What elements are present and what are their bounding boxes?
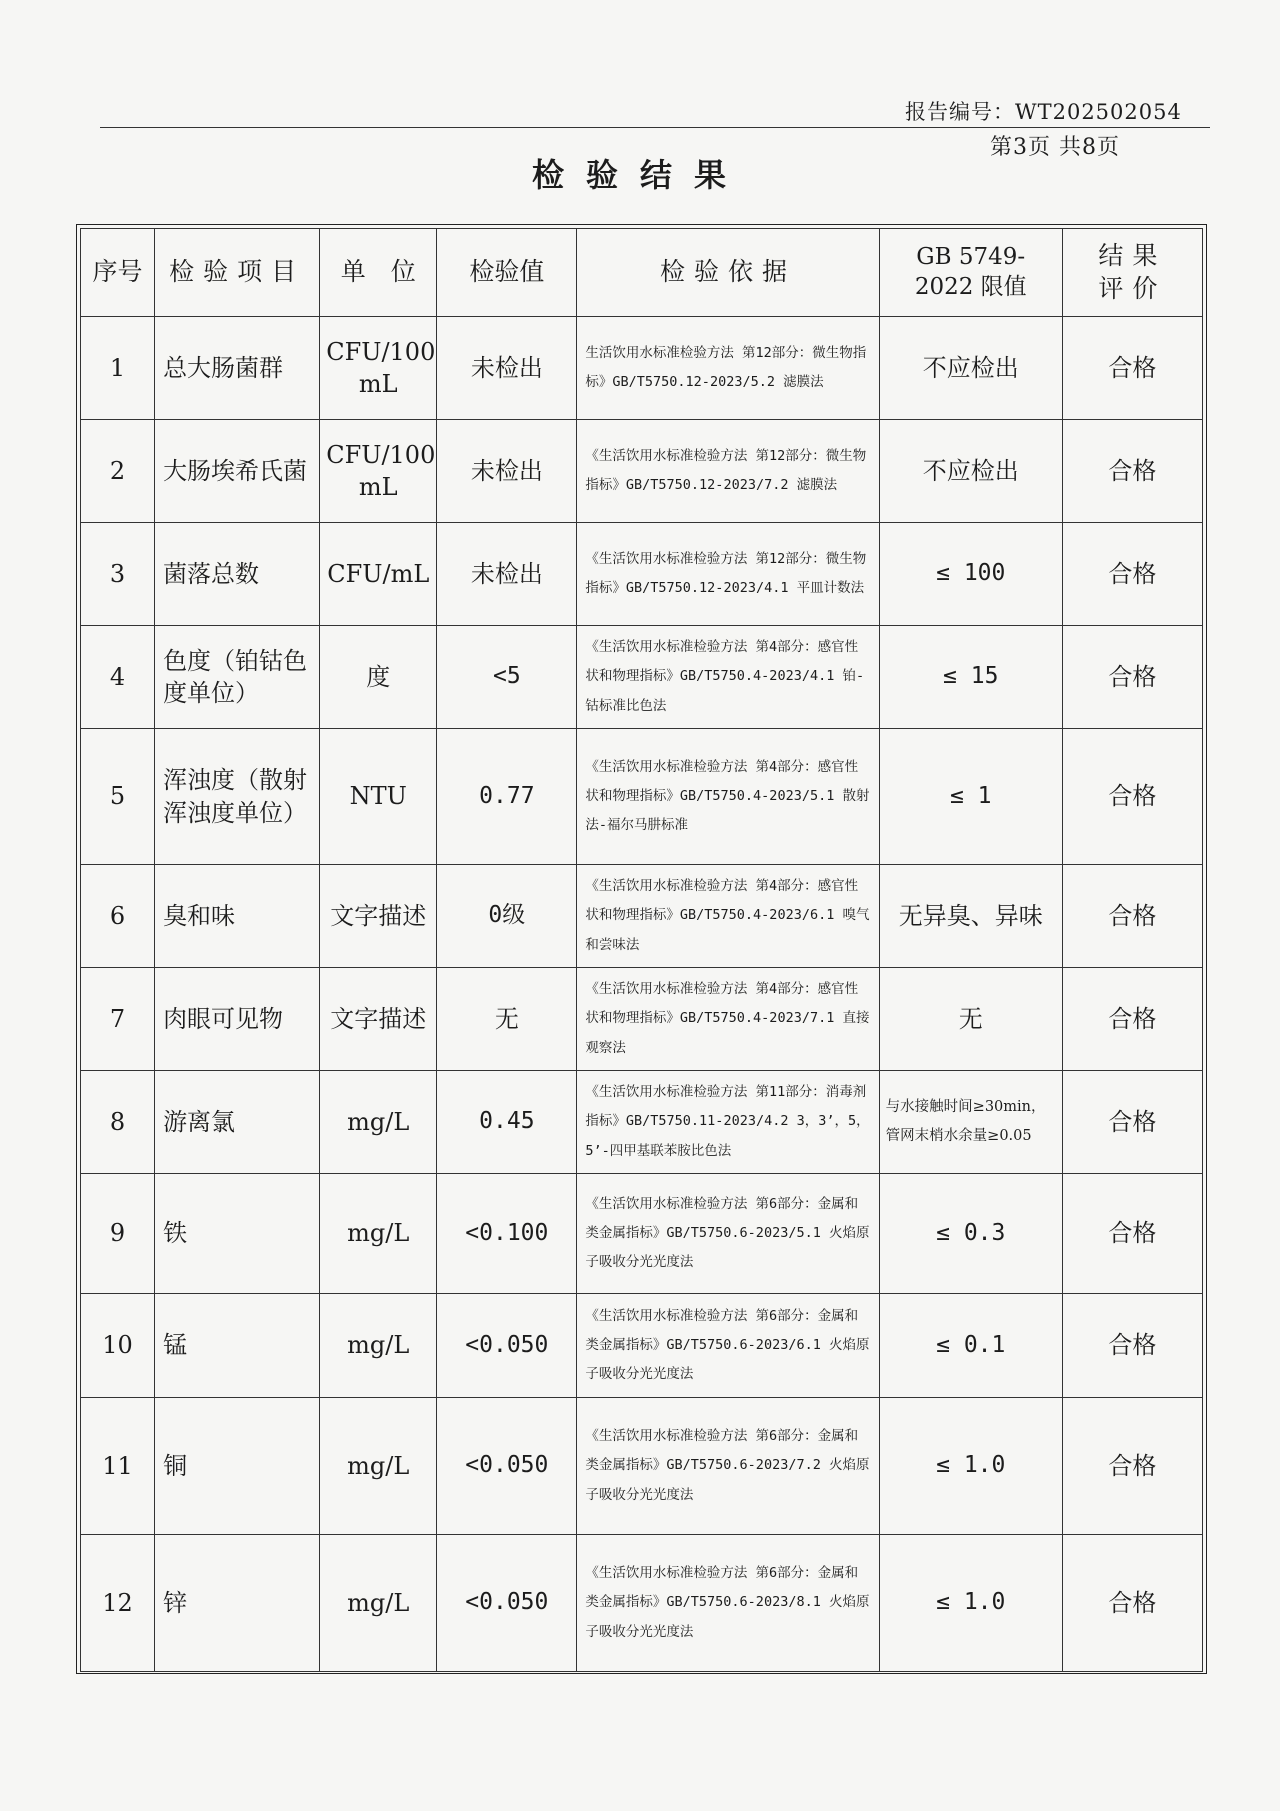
row-result: 合格 <box>1062 1071 1202 1174</box>
row-result: 合格 <box>1062 729 1202 865</box>
row-item: 铁 <box>155 1174 320 1294</box>
row-value: 0.45 <box>437 1071 577 1174</box>
row-number: 11 <box>81 1398 155 1535</box>
row-result: 合格 <box>1062 1294 1202 1398</box>
row-limit: ≤ 1.0 <box>879 1535 1062 1672</box>
row-basis: 《生活饮用水标准检验方法 第4部分：感官性状和物理指标》GB/T5750.4-2023/6.1 嗅气和尝味法 <box>577 865 879 968</box>
table-row <box>81 865 1203 968</box>
row-value: 未检出 <box>437 317 577 420</box>
row-value: <0.100 <box>437 1174 577 1294</box>
row-value: <5 <box>437 626 577 729</box>
row-limit: ≤ 100 <box>879 523 1062 626</box>
row-unit: mg/L <box>320 1294 437 1398</box>
row-item: 锌 <box>155 1535 320 1672</box>
row-unit: mg/L <box>320 1174 437 1294</box>
row-basis: 《生活饮用水标准检验方法 第6部分：金属和类金属指标》GB/T5750.6-2023/5.1 火焰原子吸收分光光度法 <box>577 1174 879 1294</box>
row-number: 1 <box>81 317 155 420</box>
table-header-row <box>81 229 1203 317</box>
col-header-result: 结果评价 <box>1062 229 1202 317</box>
row-number: 3 <box>81 523 155 626</box>
row-limit: ≤ 0.1 <box>879 1294 1062 1398</box>
row-limit: 无 <box>879 968 1062 1071</box>
row-limit: ≤ 15 <box>879 626 1062 729</box>
row-number: 12 <box>81 1535 155 1672</box>
row-item: 肉眼可见物 <box>155 968 320 1071</box>
row-item: 色度（铂钴色度单位） <box>155 626 320 729</box>
row-unit: mg/L <box>320 1535 437 1672</box>
col-header-limit: GB 5749-2022 限值 <box>879 229 1062 317</box>
table-row <box>81 729 1203 865</box>
row-item: 浑浊度（散射浑浊度单位） <box>155 729 320 865</box>
results-table-frame <box>76 224 1207 1674</box>
row-basis: 《生活饮用水标准检验方法 第4部分：感官性状和物理指标》GB/T5750.4-2023/4.1 铂-钴标准比色法 <box>577 626 879 729</box>
row-item: 臭和味 <box>155 865 320 968</box>
row-item: 锰 <box>155 1294 320 1398</box>
report-number: 报告编号：WT202502054 <box>905 100 1182 124</box>
col-header-value: 检验值 <box>437 229 577 317</box>
col-header-item: 检验项目 <box>155 229 320 317</box>
col-header-unit: 单 位 <box>320 229 437 317</box>
row-item: 总大肠菌群 <box>155 317 320 420</box>
row-basis: 《生活饮用水标准检验方法 第6部分：金属和类金属指标》GB/T5750.6-2023/6.1 火焰原子吸收分光光度法 <box>577 1294 879 1398</box>
header-rule <box>100 127 1210 128</box>
table-row <box>81 317 1203 420</box>
row-number: 4 <box>81 626 155 729</box>
row-number: 9 <box>81 1174 155 1294</box>
row-limit: ≤ 1.0 <box>879 1398 1062 1535</box>
col-header-no: 序号 <box>81 229 155 317</box>
row-basis: 《生活饮用水标准检验方法 第4部分：感官性状和物理指标》GB/T5750.4-2023/7.1 直接观察法 <box>577 968 879 1071</box>
row-number: 8 <box>81 1071 155 1174</box>
row-value: <0.050 <box>437 1535 577 1672</box>
row-limit: 不应检出 <box>879 420 1062 523</box>
page-title: 检验结果 <box>531 156 748 194</box>
row-basis: 《生活饮用水标准检验方法 第4部分：感官性状和物理指标》GB/T5750.4-2023/5.1 散射法-福尔马肼标准 <box>577 729 879 865</box>
row-number: 10 <box>81 1294 155 1398</box>
row-number: 2 <box>81 420 155 523</box>
row-unit: 文字描述 <box>320 968 437 1071</box>
row-item: 游离氯 <box>155 1071 320 1174</box>
row-number: 6 <box>81 865 155 968</box>
row-value: 无 <box>437 968 577 1071</box>
row-item: 大肠埃希氏菌 <box>155 420 320 523</box>
row-value: <0.050 <box>437 1398 577 1535</box>
table-row <box>81 1294 1203 1398</box>
row-limit: ≤ 0.3 <box>879 1174 1062 1294</box>
row-result: 合格 <box>1062 523 1202 626</box>
row-unit: mg/L <box>320 1398 437 1535</box>
row-basis: 生活饮用水标准检验方法 第12部分：微生物指标》GB/T5750.12-2023/5.2 滤膜法 <box>577 317 879 420</box>
row-value: 未检出 <box>437 523 577 626</box>
row-result: 合格 <box>1062 626 1202 729</box>
row-limit: ≤ 1 <box>879 729 1062 865</box>
row-unit: CFU/100 mL <box>320 420 437 523</box>
row-value: 0级 <box>437 865 577 968</box>
row-basis: 《生活饮用水标准检验方法 第11部分：消毒剂指标》GB/T5750.11-2023/4.2 3，3’，5，5’-四甲基联苯胺比色法 <box>577 1071 879 1174</box>
table-row <box>81 626 1203 729</box>
row-value: 0.77 <box>437 729 577 865</box>
row-result: 合格 <box>1062 317 1202 420</box>
table-row <box>81 1535 1203 1672</box>
table-row <box>81 420 1203 523</box>
row-basis: 《生活饮用水标准检验方法 第6部分：金属和类金属指标》GB/T5750.6-2023/7.2 火焰原子吸收分光光度法 <box>577 1398 879 1535</box>
row-unit: mg/L <box>320 1071 437 1174</box>
page-number: 第3页 共8页 <box>990 135 1120 160</box>
row-number: 5 <box>81 729 155 865</box>
row-basis: 《生活饮用水标准检验方法 第12部分：微生物指标》GB/T5750.12-2023/4.1 平皿计数法 <box>577 523 879 626</box>
row-value: 未检出 <box>437 420 577 523</box>
row-result: 合格 <box>1062 968 1202 1071</box>
results-table <box>80 228 1203 1672</box>
row-result: 合格 <box>1062 420 1202 523</box>
table-row <box>81 523 1203 626</box>
row-value: <0.050 <box>437 1294 577 1398</box>
table-row <box>81 1398 1203 1535</box>
row-unit: CFU/100 mL <box>320 317 437 420</box>
row-item: 铜 <box>155 1398 320 1535</box>
row-basis: 《生活饮用水标准检验方法 第12部分：微生物指标》GB/T5750.12-2023/7.2 滤膜法 <box>577 420 879 523</box>
row-unit: 文字描述 <box>320 865 437 968</box>
row-result: 合格 <box>1062 1398 1202 1535</box>
table-row <box>81 968 1203 1071</box>
row-item: 菌落总数 <box>155 523 320 626</box>
row-result: 合格 <box>1062 865 1202 968</box>
col-header-basis: 检验依据 <box>577 229 879 317</box>
row-unit: CFU/mL <box>320 523 437 626</box>
table-row <box>81 1071 1203 1174</box>
row-limit: 与水接触时间≥30min，管网末梢水余量≥0.05 <box>879 1071 1062 1174</box>
row-number: 7 <box>81 968 155 1071</box>
table-row <box>81 1174 1203 1294</box>
row-unit: 度 <box>320 626 437 729</box>
row-result: 合格 <box>1062 1174 1202 1294</box>
row-result: 合格 <box>1062 1535 1202 1672</box>
row-limit: 无异臭、异味 <box>879 865 1062 968</box>
row-limit: 不应检出 <box>879 317 1062 420</box>
row-basis: 《生活饮用水标准检验方法 第6部分：金属和类金属指标》GB/T5750.6-2023/8.1 火焰原子吸收分光光度法 <box>577 1535 879 1672</box>
row-unit: NTU <box>320 729 437 865</box>
